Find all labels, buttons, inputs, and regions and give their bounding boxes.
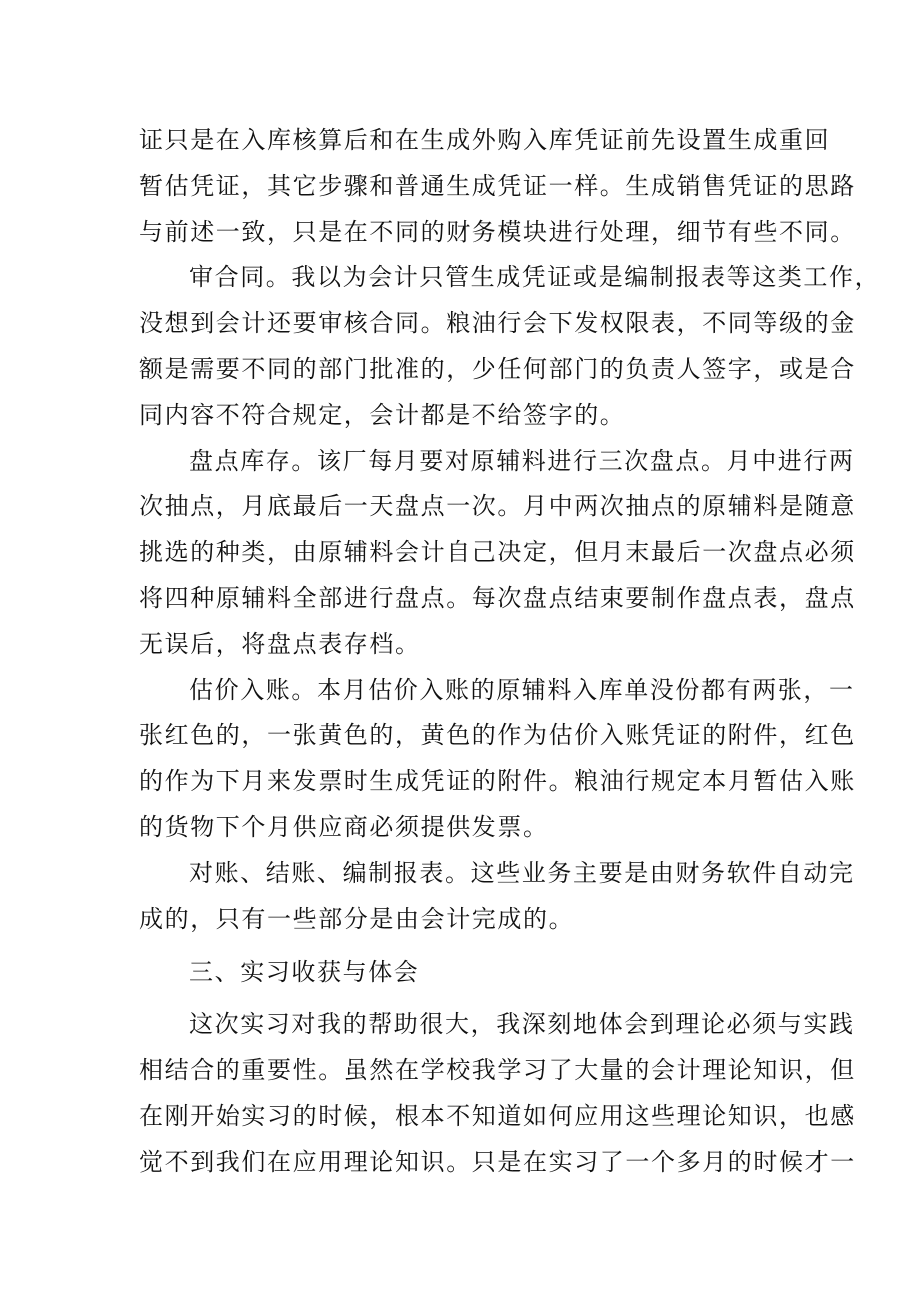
document-body bbox=[139, 118, 881, 1185]
text-line: 这次实习对我的帮助很大，我深刻地体会到理论必须与实践 bbox=[189, 1010, 855, 1039]
text-line: 审合同。我以为会计只管生成凭证或是编制报表等这类工作， bbox=[189, 263, 881, 292]
text-line: 盘点库存。该厂每月要对原辅料进行三次盘点。月中进行两 bbox=[189, 446, 855, 475]
section-heading: 三、实习收获与体会 bbox=[189, 958, 420, 987]
text-line: 没想到会计还要审核合同。粮油行会下发权限表，不同等级的金 bbox=[139, 309, 856, 338]
text-line: 张红色的，一张黄色的，黄色的作为估价入账凭证的附件，红色 bbox=[139, 721, 856, 750]
text-line: 的货物下个月供应商必须提供发票。 bbox=[139, 812, 549, 841]
text-line: 在刚开始实习的时候，根本不知道如何应用这些理论知识，也感 bbox=[139, 1101, 856, 1130]
text-line: 对账、结账、编制报表。这些业务主要是由财务软件自动完 bbox=[189, 858, 855, 887]
text-line: 相结合的重要性。虽然在学校我学习了大量的会计理论知识，但 bbox=[139, 1055, 856, 1084]
text-line: 与前述一致，只是在不同的财务模块进行处理，细节有些不同。 bbox=[139, 217, 856, 246]
text-line: 挑选的种类，由原辅料会计自己决定，但月末最后一次盘点必须 bbox=[139, 538, 856, 567]
text-line: 成的，只有一些部分是由会计完成的。 bbox=[139, 904, 575, 933]
text-line: 次抽点，月底最后一天盘点一次。月中两次抽点的原辅料是随意 bbox=[139, 492, 856, 521]
text-line: 额是需要不同的部门批准的，少任何部门的负责人签字，或是合 bbox=[139, 354, 856, 383]
text-line: 的作为下月来发票时生成凭证的附件。粮油行规定本月暂估入账 bbox=[139, 767, 856, 796]
text-line: 证只是在入库核算后和在生成外购入库凭证前先设置生成重回 bbox=[139, 126, 831, 154]
text-line: 觉不到我们在应用理论知识。只是在实习了一个多月的时候才一 bbox=[139, 1147, 856, 1176]
text-line: 暂估凭证，其它步骤和普通生成凭证一样。生成销售凭证的思路 bbox=[139, 171, 856, 200]
text-line: 同内容不符合规定，会计都是不给签字的。 bbox=[139, 400, 626, 429]
text-line: 无误后，将盘点表存档。 bbox=[139, 629, 421, 658]
text-line: 将四种原辅料全部进行盘点。每次盘点结束要制作盘点表，盘点 bbox=[139, 583, 856, 612]
text-line: 估价入账。本月估价入账的原辅料入库单没份都有两张，一 bbox=[189, 675, 855, 704]
